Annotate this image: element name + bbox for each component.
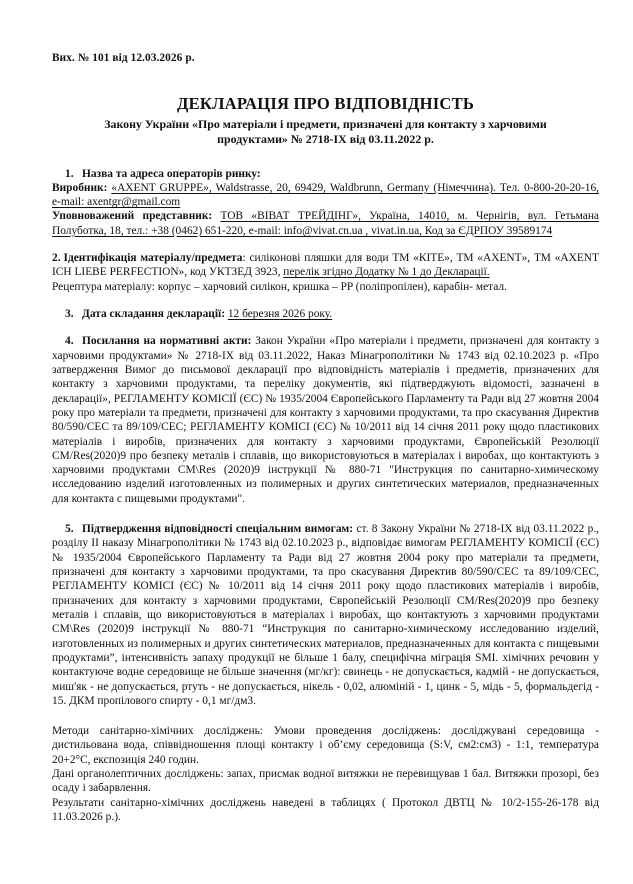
organoleptic-results: Дані органолептичних досліджень: запах, присмак водної витяжки не перевищував 1 бал. Витяжки прозорі, без осаду і забарвлення. — [52, 768, 599, 795]
section-5-block — [52, 522, 599, 708]
representative-line — [52, 209, 599, 238]
spacer — [52, 238, 599, 251]
section-2-title: Ідентифікація матеріалу/предмета — [63, 252, 243, 265]
section-1-title: Назва та адреса операторів ринку: — [82, 167, 261, 180]
section-2-number: 2. — [52, 252, 61, 265]
material-recipe: Рецептура матеріалу: корпус – харчовий силікон, кришка – PP (поліпропілен), карабін- метал. — [52, 280, 507, 293]
representative-value: ТОВ «ВІВАТ ТРЕЙДІНГ», Україна, 14010, м. Чернігів, вул. Гетьмана Полуботка, 18, тел.: +38 (0462) 651-220, e-mail: info@vivat.cn.ua , vivat.in.ua, Код за ЄДРПОУ 39589174 — [52, 210, 599, 237]
section-1-heading — [52, 167, 599, 181]
research-methods: Методи санітарно-хімічних досліджень: Умови проведення досліджень: досліджувані середовища - дистильована вода, співвідношення площі контакту і об’єму середовища (S:V, см2:см3) - 1:1, температура 20+2°С, експозиція 240 годин. — [52, 725, 599, 766]
section-3-number: 3. — [65, 308, 74, 321]
manufacturer-label: Виробник: — [52, 181, 108, 194]
section-4-block — [52, 334, 599, 506]
test-protocol-results: Результати санітарно-хімічних досліджень наведені в таблицях ( Протокол ДВТЦ № 10/2-155-26-178 від 11.03.2026 р.). — [52, 796, 599, 824]
section-2-block — [52, 251, 599, 280]
appendix-reference: перелік згідно Додатку № 1 до Декларації. — [283, 266, 490, 279]
section-4-text: Закон України «Про матеріали і предмети, призначені для контакту з харчовими продуктами» № 2718-IX від 03.11.2022, Наказ Мінагрополітики № 1743 від 02.10.2023 р. «Про затвердження Вимог до письмової декларації про відповідність матеріалів і предметів, призначених для контакту з харчовими продуктами, та переліку документів, які підтверджують відомості, зазначені в декларації», РЕГЛАМЕНТУ КОМІСІЇ (ЄС) № 1935/2004 Європейського Парламенту та Ради від 27 жовтня 2004 року про матеріали та предмети, призначені для контакту з харчовими продуктами, та про скасування Директив 80/590/СЕС та 89/109/СЕС; РЕГЛАМЕНТУ КОМІСІ (ЄС) № 10/2011 від 14 січня 2011 року щодо пластикових матеріалів і виробів, призначених для контакту з харчовими продуктами, Європейській Резолюції CM/Res(2020)9 про безпеку металів і сплавів, що використовуються в матеріалах і виробах, що контактують з харчовими продуктами CM\Res (2020)9 інструкції № 880-71 "Инструкция по санитарно-химическому исследованию изделий изготовленных из полимерных и других синтетических материалов, предназначенных для контакта с пищевыми продуктами". — [52, 335, 599, 505]
document-subtitle: Закону України «Про матеріали і предмети, призначені для контакту з харчовими продуктами» № 2718-IX від 03.11.2022 р. — [104, 116, 547, 147]
declaration-date: 12 березня 2026 року. — [227, 308, 333, 321]
representative-label: Уповноважений представник: — [52, 210, 213, 223]
section-4-number: 4. — [65, 335, 74, 348]
spacer — [52, 506, 599, 522]
section-5-title: Підтвердження відповідності спеціальним вимогам: — [82, 523, 354, 536]
manufacturer-value: «AXENT GRUPPE», Waldstrasse, 20, 69429, Waldbrunn, Germany (Німеччина). Тел. 0-800-20-20-16, e-mail: axentgr@gmail.com — [52, 181, 599, 209]
spacer — [52, 708, 599, 724]
manufacturer-line — [52, 181, 599, 210]
spacer — [52, 321, 599, 334]
section-3-title: Дата складання декларації — [82, 308, 222, 321]
section-3-heading — [52, 307, 599, 321]
section-1-number: 1. — [65, 167, 74, 180]
section-5-text: ст. 8 Закону України № 2718-IX від 03.11.2022 р., розділу II наказу Мінагрополітики № 1743 від 02.10.2023 р., відповідає вимогам РЕГЛАМЕНТУ КОМІСІЇ (ЄС) № 1935/2004 Європейського Парламенту та Ради від 27 жовтня 2004 року про матеріали та предмети, призначені для контакту з харчовими продуктами, та про скасування Директив 80/590/СЕС та 89/109/СЕС, РЕГЛАМЕНТУ КОМІСІ (ЄС) № 10/2011 від 14 січня 2011 року щодо пластикових матеріалів і виробів, призначених для контакту з харчовими продуктами, Європейській Резолюції CM/Res(2020)9 про безпеку металів і сплавів, що використовуються в матеріалах і виробах, що контактують з харчовими продуктами CM\Res (2020)9 інструкції № 880-71 “Инструкция по санитарно-химическому исследованию изделий, изготовленных из полимерных и других синтетических материалов, предназначенных для контакта с пищевыми продуктами”, інтенсивність запаху продукції не більше 1 балу, специфічна міграція SMI. хімічних речовин у контактуюче водне середовище не більше значення (мг/кг): свинець - не допускається, кадмій - не допускається, миш'як - не допускається, ртуть - не допускається, нікель - 0,02, алюміній - 1, цинк - 5, мідь - 5, формальдегід - 15. ДКМ пропілового спирту - 0,1 мг/дм3. — [52, 523, 600, 707]
reference-line: Вих. № 101 від 12.03.2026 р. — [52, 52, 195, 64]
section-3-separator: : — [221, 308, 228, 321]
title-block — [52, 94, 599, 148]
section-4-title: Посилання на нормативні акти: — [82, 335, 252, 348]
page-title: ДЕКЛАРАЦІЯ ПРО ВІДПОВІДНІСТЬ — [176, 94, 475, 113]
section-2-text: : силіконові пляшки для води ТМ «КІТЕ», ТМ «AXENT», ТМ «AXENT ICH LIEBE PERFECTION», код УКТЗЕД 3923, — [52, 252, 599, 279]
spacer — [52, 294, 599, 307]
section-5-number: 5. — [65, 523, 74, 536]
